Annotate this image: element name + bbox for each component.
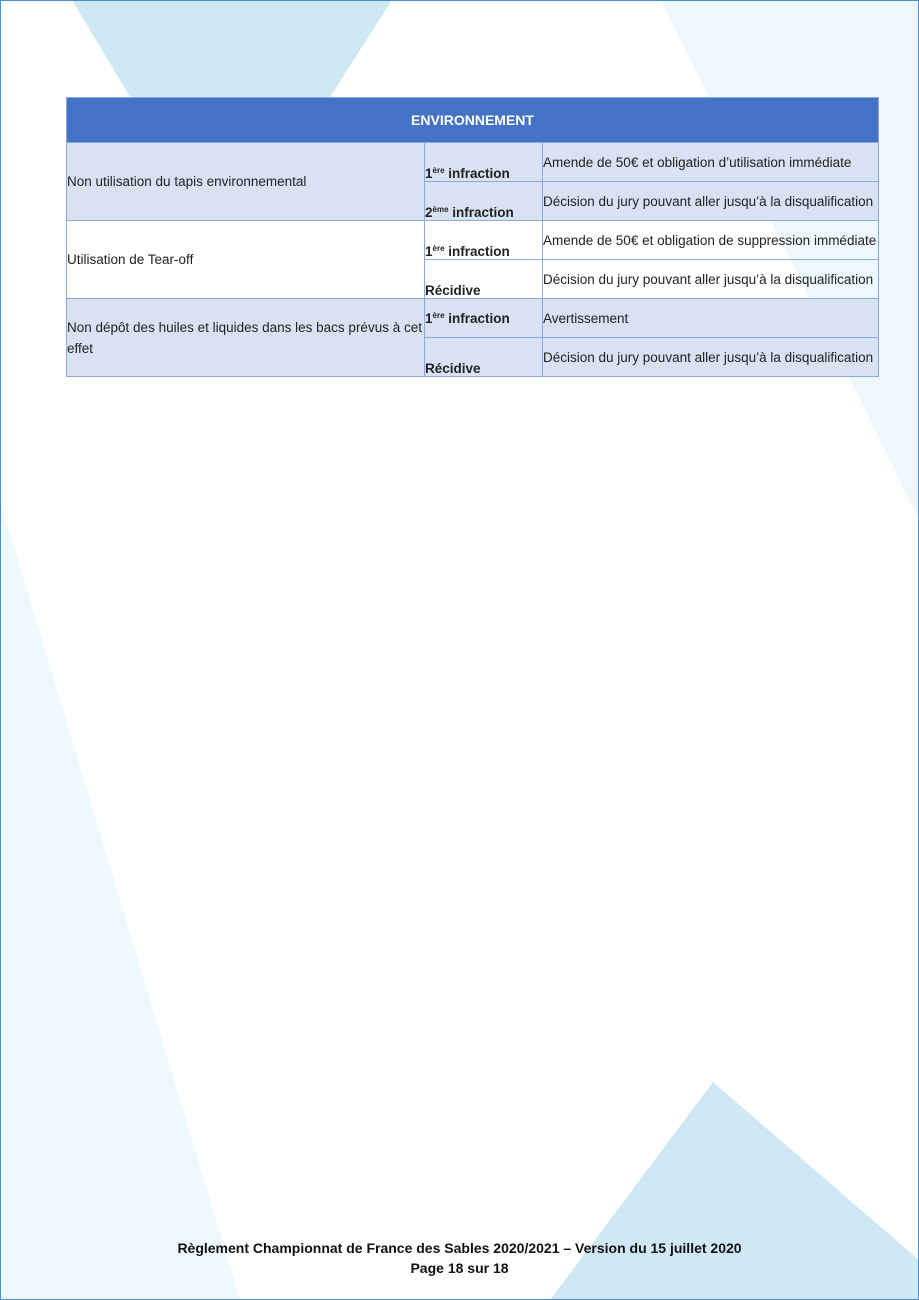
infraction-level: 1ère infraction — [425, 143, 543, 182]
top-triangle-shape — [72, 0, 392, 97]
infraction-level: Récidive — [425, 338, 543, 377]
footer-title: Règlement Championnat de France des Sables 2020/2021 – Version du 15 juillet 2020 — [177, 1240, 742, 1256]
infraction-level: 1ère infraction — [425, 299, 543, 338]
table-row — [67, 299, 879, 338]
table-row — [67, 221, 879, 260]
environment-rules-table — [66, 97, 879, 377]
sanction-text: Décision du jury pouvant aller jusqu’à la disqualification — [543, 260, 879, 299]
sanction-text: Amende de 50€ et obligation de suppression immédiate — [543, 221, 879, 260]
page-footer — [0, 1238, 919, 1278]
page-number: Page 18 sur 18 — [410, 1260, 509, 1276]
rules-sheet — [66, 97, 878, 377]
sanction-text: Avertissement — [543, 299, 879, 338]
sanction-text: Amende de 50€ et obligation d’utilisation immédiate — [543, 143, 879, 182]
offence-label: Non utilisation du tapis environnemental — [67, 143, 425, 221]
offence-label: Utilisation de Tear-off — [67, 221, 425, 299]
table-header: ENVIRONNEMENT — [67, 98, 879, 143]
infraction-level: Récidive — [425, 260, 543, 299]
left-pale-shape — [0, 500, 240, 1300]
sanction-text: Décision du jury pouvant aller jusqu’à la disqualification — [543, 338, 879, 377]
infraction-level: 1ère infraction — [425, 221, 543, 260]
infraction-level: 2ème infraction — [425, 182, 543, 221]
offence-label: Non dépôt des huiles et liquides dans les bacs prévus à cet effet — [67, 299, 425, 377]
sanction-text: Décision du jury pouvant aller jusqu’à la disqualification — [543, 182, 879, 221]
table-row — [67, 143, 879, 182]
